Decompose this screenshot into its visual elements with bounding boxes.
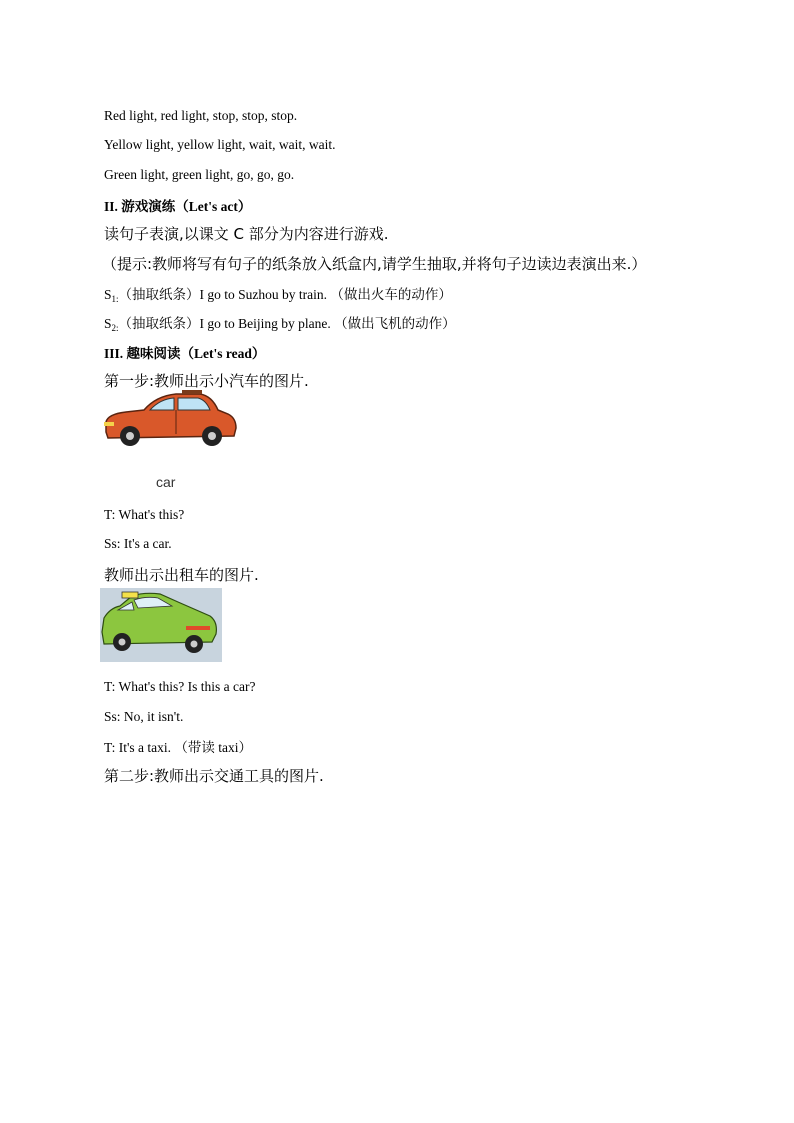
chant-line-yellow: Yellow light, yellow light, wait, wait, wait. — [104, 137, 336, 152]
act-instruction: 读句子表演,以课文 C 部分为内容进行游戏. — [104, 225, 389, 243]
act-tip: （提示:教师将写有句子的纸条放入纸盒内,请学生抽取,并将句子边读边表演出来.） — [102, 255, 647, 273]
speaker-label: S — [104, 287, 112, 302]
step-two-text: 第二步:教师出示交通工具的图片. — [104, 767, 324, 785]
student-line-2 — [104, 312, 456, 333]
chant-line-red: Red light, red light, stop, stop, stop. — [104, 108, 298, 123]
section-heading-lets-read: III. 趣味阅读（Let's read） — [104, 346, 266, 361]
teacher-statement: T: It's a taxi. （带读 taxi） — [104, 740, 252, 755]
teacher-question-2: T: What's this? Is this a car? — [104, 679, 256, 694]
speaker-subscript: 2: — [111, 323, 119, 333]
teacher-question-1: T: What's this? — [104, 507, 185, 522]
car-caption: car — [156, 474, 176, 490]
students-answer-1: Ss: It's a car. — [104, 536, 172, 551]
student-line-1 — [104, 283, 452, 304]
student-line-2-text: （抽取纸条）I go to Beijing by plane. （做出飞机的动作） — [118, 316, 456, 331]
car-illustration — [100, 388, 240, 452]
speaker-label: S — [104, 316, 112, 331]
student-line-1-text: （抽取纸条）I go to Suzhou by train. （做出火车的动作） — [118, 287, 452, 302]
section-heading-lets-act: II. 游戏演练（Let's act） — [104, 199, 252, 214]
speaker-subscript: 1: — [111, 294, 119, 304]
taxi-intro-text: 教师出示出租车的图片. — [104, 566, 259, 584]
students-answer-2: Ss: No, it isn't. — [104, 709, 184, 724]
chant-line-green: Green light, green light, go, go, go. — [104, 167, 295, 182]
step-one-text: 第一步:教师出示小汽车的图片. — [104, 372, 309, 390]
taxi-illustration — [100, 588, 222, 662]
